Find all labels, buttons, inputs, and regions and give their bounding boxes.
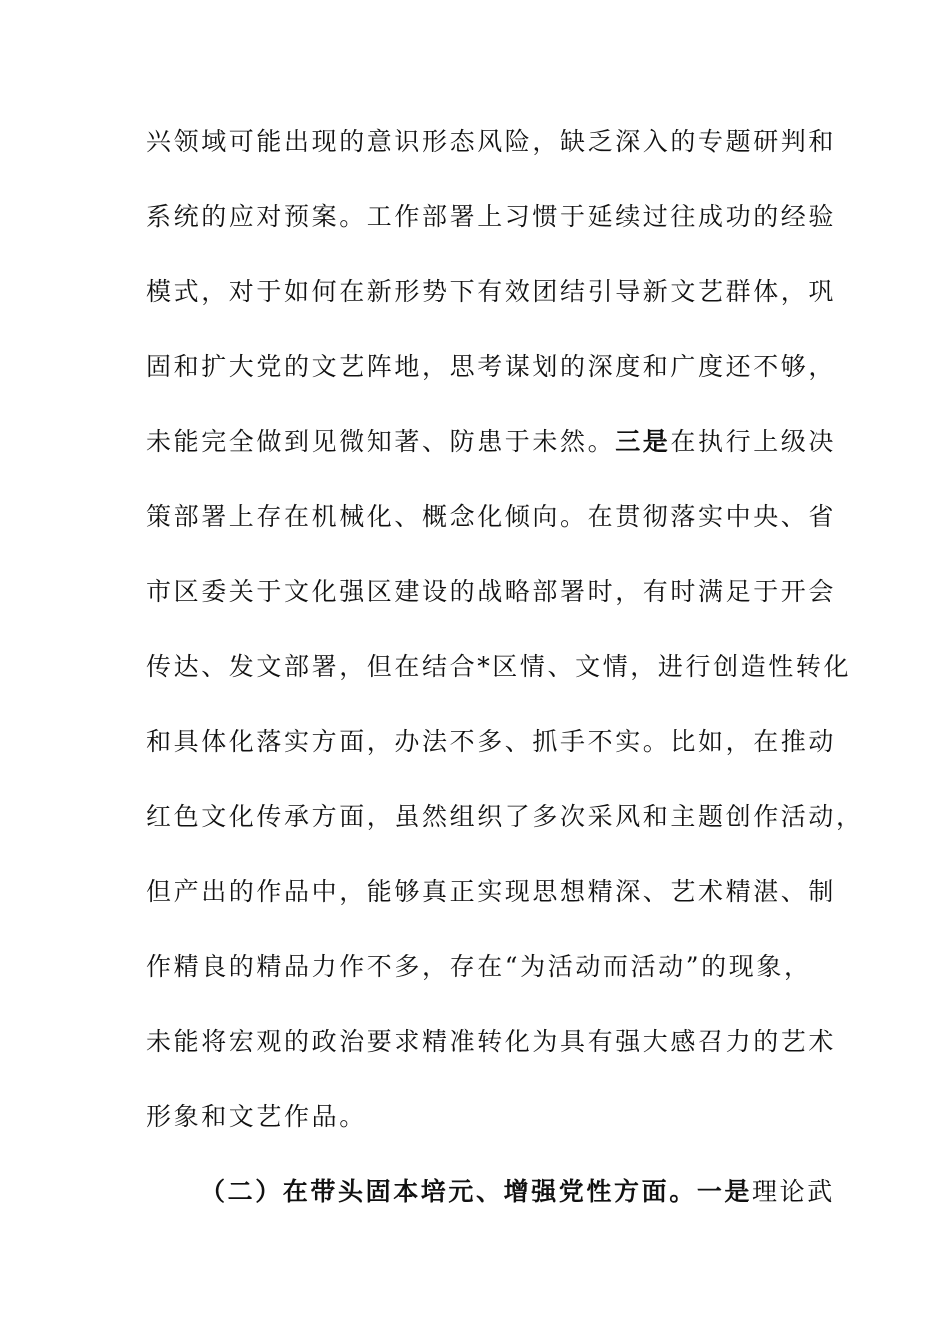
body-line-7: 市区委关于文化强区建设的战略部署时，有时满足于开会	[146, 577, 837, 606]
section-heading-title: （二）在带头固本培元、增强党性方面。	[200, 1177, 697, 1206]
body-line-8: 传达、发文部署，但在结合*区情、文情，进行创造性转化	[146, 652, 852, 681]
body-line-5-lead: 未能完全做到见微知著、防患于未然。	[146, 427, 616, 456]
body-line-11: 但产出的作品中，能够真正实现思想精深、艺术精湛、制	[146, 877, 837, 906]
section-heading	[200, 1172, 835, 1212]
body-line-2: 系统的应对预案。工作部署上习惯于延续过往成功的经验	[146, 202, 837, 231]
section-heading-tail: 理论武	[752, 1177, 835, 1206]
point-marker-one: 一是	[696, 1177, 753, 1206]
body-line-5	[146, 422, 837, 462]
body-line-6: 策部署上存在机械化、概念化倾向。在贯彻落实中央、省	[146, 502, 837, 531]
body-line-9: 和具体化落实方面，办法不多、抓手不实。比如，在推动	[146, 727, 837, 756]
body-line-10: 红色文化传承方面，虽然组织了多次采风和主题创作活动，	[146, 802, 864, 831]
body-line-14: 形象和文艺作品。	[146, 1102, 367, 1131]
body-line-3: 模式，对于如何在新形势下有效团结引导新文艺群体，巩	[146, 277, 837, 306]
point-marker-three: 三是	[615, 427, 671, 456]
body-line-12: 作精良的精品力作不多，存在“为活动而活动”的现象，	[146, 952, 812, 981]
body-line-13: 未能将宏观的政治要求精准转化为具有强大感召力的艺术	[146, 1027, 837, 1056]
body-line-4: 固和扩大党的文艺阵地，思考谋划的深度和广度还不够，	[146, 352, 837, 381]
body-line-5-tail: 在执行上级决	[670, 427, 837, 456]
body-line-1: 兴领域可能出现的意识形态风险，缺乏深入的专题研判和	[146, 127, 837, 156]
